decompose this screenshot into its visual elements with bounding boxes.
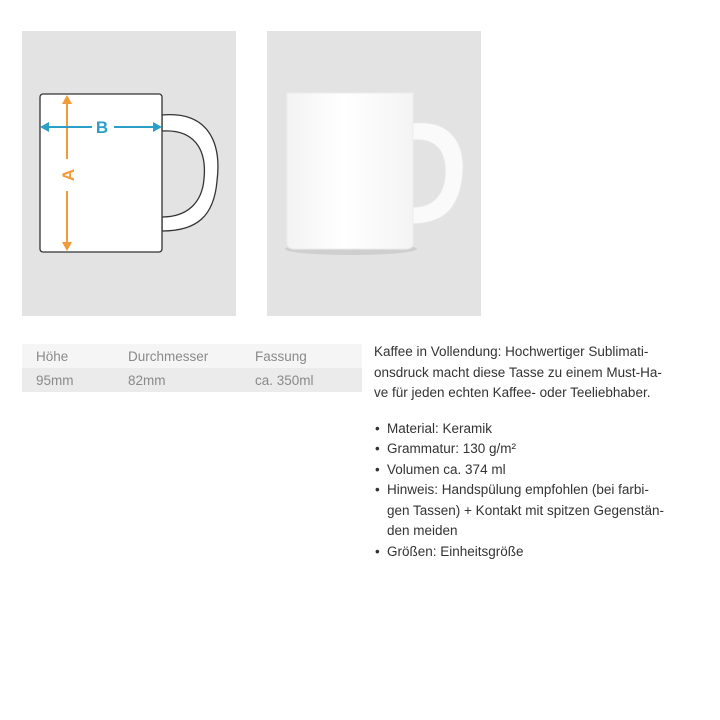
bullet-icon: • <box>375 420 380 436</box>
spec-header-row <box>22 344 362 368</box>
feature-list <box>374 419 694 563</box>
feature-text: Material: Keramik <box>387 420 493 436</box>
intro-line: ve für jeden echten Kaffee- oder Teeliebhaber. <box>374 385 651 400</box>
intro-line: Kaffee in Vollendung: Hochwertiger Sublimati- <box>374 344 649 359</box>
dimension-diagram-panel <box>22 31 236 316</box>
dimension-b-label: B <box>95 118 109 137</box>
mug-handle <box>413 123 463 224</box>
feature-text: Größen: Einheitsgröße <box>387 543 524 559</box>
bullet-icon: • <box>375 543 380 559</box>
product-description <box>374 342 694 562</box>
feature-sizes <box>374 542 694 563</box>
spec-header-capacity: Fassung <box>255 344 362 368</box>
feature-text: Hinweis: Handspülung empfohlen (bei farbi- <box>387 482 649 497</box>
spec-header-diameter: Durchmesser <box>128 344 255 368</box>
bullet-icon: • <box>375 461 380 477</box>
size-spec-table <box>22 344 362 392</box>
feature-material <box>374 419 694 440</box>
feature-text: gen Tassen) + Kontakt mit spitzen Gegenstän- <box>387 502 665 518</box>
white-mug-illustration <box>267 31 481 316</box>
feature-text: Volumen ca. 374 ml <box>387 461 506 477</box>
dimension-a-label: A <box>59 168 78 182</box>
mug-product-image <box>267 31 481 316</box>
spec-value-diameter: 82mm <box>128 368 255 392</box>
spec-value-capacity: ca. 350ml <box>255 368 362 392</box>
mug-dimension-diagram <box>22 31 236 316</box>
intro-line: onsdruck macht diese Tasse zu einem Must-Ha- <box>374 364 662 380</box>
mug-body <box>287 93 413 249</box>
description-intro <box>374 342 694 404</box>
feature-text: Grammatur: 130 g/m² <box>387 441 517 456</box>
feature-text: den meiden <box>387 523 458 538</box>
mug-outline-handle <box>162 115 218 231</box>
bullet-icon: • <box>375 482 380 497</box>
feature-volume <box>374 460 694 481</box>
feature-care-note <box>374 480 694 542</box>
spec-value-row <box>22 368 362 392</box>
feature-grammage <box>374 439 694 460</box>
bullet-icon: • <box>375 441 380 456</box>
spec-header-height: Höhe <box>22 344 128 368</box>
spec-value-height: 95mm <box>22 368 128 392</box>
